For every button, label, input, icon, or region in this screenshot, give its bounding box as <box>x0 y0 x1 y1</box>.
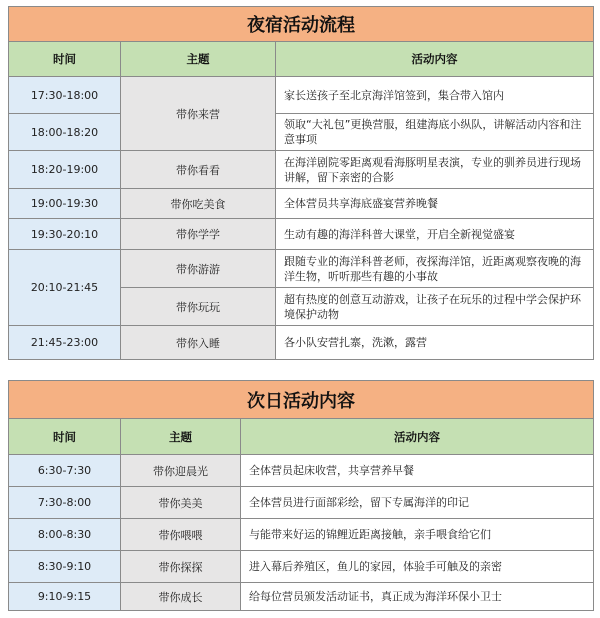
time-cell: 8:00-8:30 <box>9 519 121 551</box>
content-cell: 给每位营员颁发活动证书，真正成为海洋环保小卫士 <box>241 583 594 611</box>
time-cell: 19:00-19:30 <box>9 189 121 219</box>
night-schedule-table <box>8 6 594 360</box>
header-theme: 主题 <box>121 419 241 455</box>
header-content: 活动内容 <box>276 42 594 77</box>
time-cell: 18:20-19:00 <box>9 151 121 189</box>
time-cell: 6:30-7:30 <box>9 455 121 487</box>
header-time: 时间 <box>9 419 121 455</box>
theme-cell: 带你游游 <box>121 250 276 288</box>
table-row <box>9 250 594 288</box>
next-day-table <box>8 380 594 611</box>
content-cell: 全体营员进行面部彩绘，留下专属海洋的印记 <box>241 487 594 519</box>
theme-cell: 带你迎晨光 <box>121 455 241 487</box>
theme-cell: 带你学学 <box>121 219 276 250</box>
next-day-title: 次日活动内容 <box>9 381 594 419</box>
theme-cell: 带你成长 <box>121 583 241 611</box>
header-time: 时间 <box>9 42 121 77</box>
table-row <box>9 326 594 360</box>
content-cell: 领取“大礼包”更换营服，组建海底小纵队，讲解活动内容和注意事项 <box>276 114 594 151</box>
time-cell: 7:30-8:00 <box>9 487 121 519</box>
content-cell: 全体营员共享海底盛宴营养晚餐 <box>276 189 594 219</box>
content-cell: 在海洋剧院零距离观看海豚明星表演，专业的驯养员进行现场讲解，留下亲密的合影 <box>276 151 594 189</box>
table-row <box>9 77 594 114</box>
content-cell: 跟随专业的海洋科普老师，夜探海洋馆，近距离观察夜晚的海洋生物，听听那些有趣的小事故 <box>276 250 594 288</box>
table-row <box>9 455 594 487</box>
table-row <box>9 114 594 151</box>
time-cell: 21:45-23:00 <box>9 326 121 360</box>
content-cell: 超有热度的创意互动游戏，让孩子在玩乐的过程中学会保护环境保护动物 <box>276 288 594 326</box>
time-cell: 18:00-18:20 <box>9 114 121 151</box>
time-cell: 20:10-21:45 <box>9 250 121 326</box>
content-cell: 生动有趣的海洋科普大课堂，开启全新视觉盛宴 <box>276 219 594 250</box>
content-cell: 全体营员起床收营，共享营养早餐 <box>241 455 594 487</box>
theme-cell: 带你玩玩 <box>121 288 276 326</box>
table-row <box>9 189 594 219</box>
time-cell: 8:30-9:10 <box>9 551 121 583</box>
night-schedule-title: 夜宿活动流程 <box>9 7 594 42</box>
theme-cell: 带你来营 <box>121 77 276 151</box>
header-theme: 主题 <box>121 42 276 77</box>
table-row <box>9 487 594 519</box>
header-content: 活动内容 <box>241 419 594 455</box>
time-cell: 19:30-20:10 <box>9 219 121 250</box>
table-row <box>9 519 594 551</box>
table-row <box>9 551 594 583</box>
table-row <box>9 219 594 250</box>
table-row <box>9 151 594 189</box>
theme-cell: 带你美美 <box>121 487 241 519</box>
theme-cell: 带你入睡 <box>121 326 276 360</box>
theme-cell: 带你看看 <box>121 151 276 189</box>
theme-cell: 带你喂喂 <box>121 519 241 551</box>
time-cell: 17:30-18:00 <box>9 77 121 114</box>
content-cell: 与能带来好运的锦鲤近距离接触，亲手喂食给它们 <box>241 519 594 551</box>
content-cell: 各小队安营扎寨，洗漱，露营 <box>276 326 594 360</box>
content-cell: 家长送孩子至北京海洋馆签到，集合带入馆内 <box>276 77 594 114</box>
theme-cell: 带你吃美食 <box>121 189 276 219</box>
theme-cell: 带你探探 <box>121 551 241 583</box>
content-cell: 进入幕后养殖区，鱼儿的家园，体验手可触及的亲密 <box>241 551 594 583</box>
time-cell: 9:10-9:15 <box>9 583 121 611</box>
table-row <box>9 583 594 611</box>
